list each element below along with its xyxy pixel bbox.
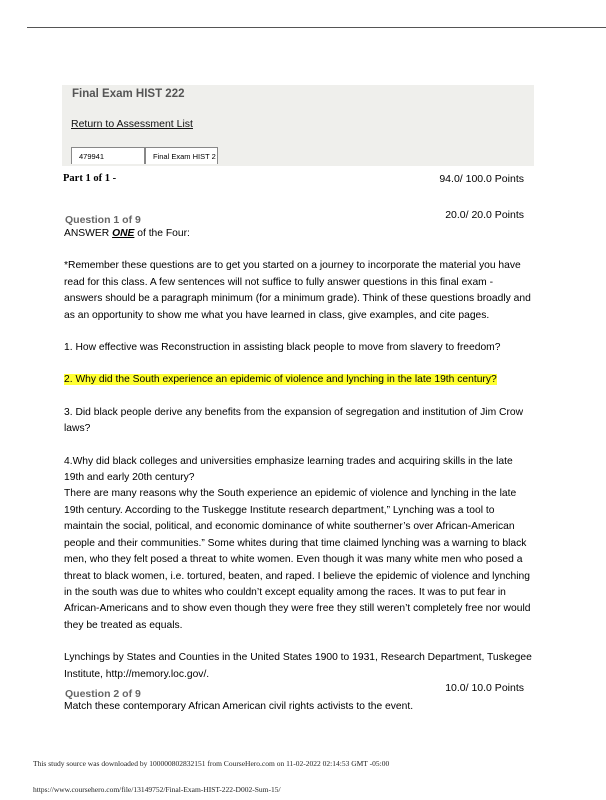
question1-body — [64, 226, 534, 683]
option-4: 4.Why did black colleges and universities emphasize learning trades and acquiring skills in the late 19th and early 20th century? — [64, 455, 513, 484]
answer-emphasis: ONE — [112, 228, 135, 239]
question1-points: 20.0/ 20.0 Points — [445, 209, 524, 221]
option-3: 3. Did black people derive any benefits from the expansion of segregation and institution of Jim Crow laws? — [64, 406, 524, 435]
question2-label: Question 2 of 9 — [65, 688, 141, 700]
student-answer: There are many reasons why the South experience an epidemic of violence and lynching in the late 19th century. According to the Tuskegge Institute research department,” Lynching was a tool to maintain the social, political, and economic dominance of white southerner’s over African-American people and their communities.” Some whites during that time claimed lynching was a warning to black men, who they felt posed a threat to white women. Even though it was many white men who posed a threat to black women, i.e. tortured, beaten, and raped. I believe the epidemic of violence and lynching in the south was due to whites who couldn’t except equality among the races. It was to put fear in African-Americans and to show even though they were free they still weren’t completely free nor would they be treated as equals. — [64, 488, 531, 631]
download-note: This study source was downloaded by 100000802832151 from CourseHero.com on 11-02-2022 02:14:53 GMT -05:00 — [33, 759, 390, 768]
question2-points: 10.0/ 10.0 Points — [445, 682, 524, 694]
exam-title: Final Exam HIST 222 — [72, 88, 185, 100]
citation: Lynchings by States and Counties in the United States 1900 to 1931, Research Department, Tuskegee Institute, http://memory.loc.gov/. — [64, 652, 532, 680]
tab-row — [71, 147, 218, 165]
part-points: 94.0/ 100.0 Points — [439, 173, 524, 185]
option-1: 1. How effective was Reconstruction in assisting black people to move from slavery to freedom? — [64, 342, 501, 354]
answer-suffix: of the Four: — [134, 228, 190, 239]
answer-instruction — [64, 226, 534, 242]
top-divider — [27, 27, 606, 28]
tab-exam-name[interactable]: Final Exam HIST 2 — [145, 147, 218, 164]
answer-prefix: ANSWER — [64, 228, 113, 239]
option-2-highlighted: 2. Why did the South experience an epidemic of violence and lynching in the late 19th century? — [64, 374, 497, 386]
question1-label: Question 1 of 9 — [65, 214, 141, 226]
tab-exam-id[interactable]: 479941 — [71, 147, 145, 164]
return-to-assessment-list-link[interactable]: Return to Assessment List — [71, 118, 193, 130]
source-url: https://www.coursehero.com/file/13149752/Final-Exam-HIST-222-D002-Sum-15/ — [33, 785, 281, 794]
part-label: Part 1 of 1 - — [63, 173, 117, 184]
question2-prompt: Match these contemporary African American civil rights activists to the event. — [64, 701, 414, 712]
instructions-text: *Remember these questions are to get you started on a journey to incorporate the material you have read for this class. A few sentences will not suffice to fully answer questions in this final exam - answers should be a paragraph minimum (for a minimum grade). Think of these questions broadly and as an opportunity to show me what you have learned in class, give examples, and cite pages. — [64, 260, 531, 321]
exam-header-panel — [62, 85, 534, 166]
option-2 — [64, 372, 534, 388]
